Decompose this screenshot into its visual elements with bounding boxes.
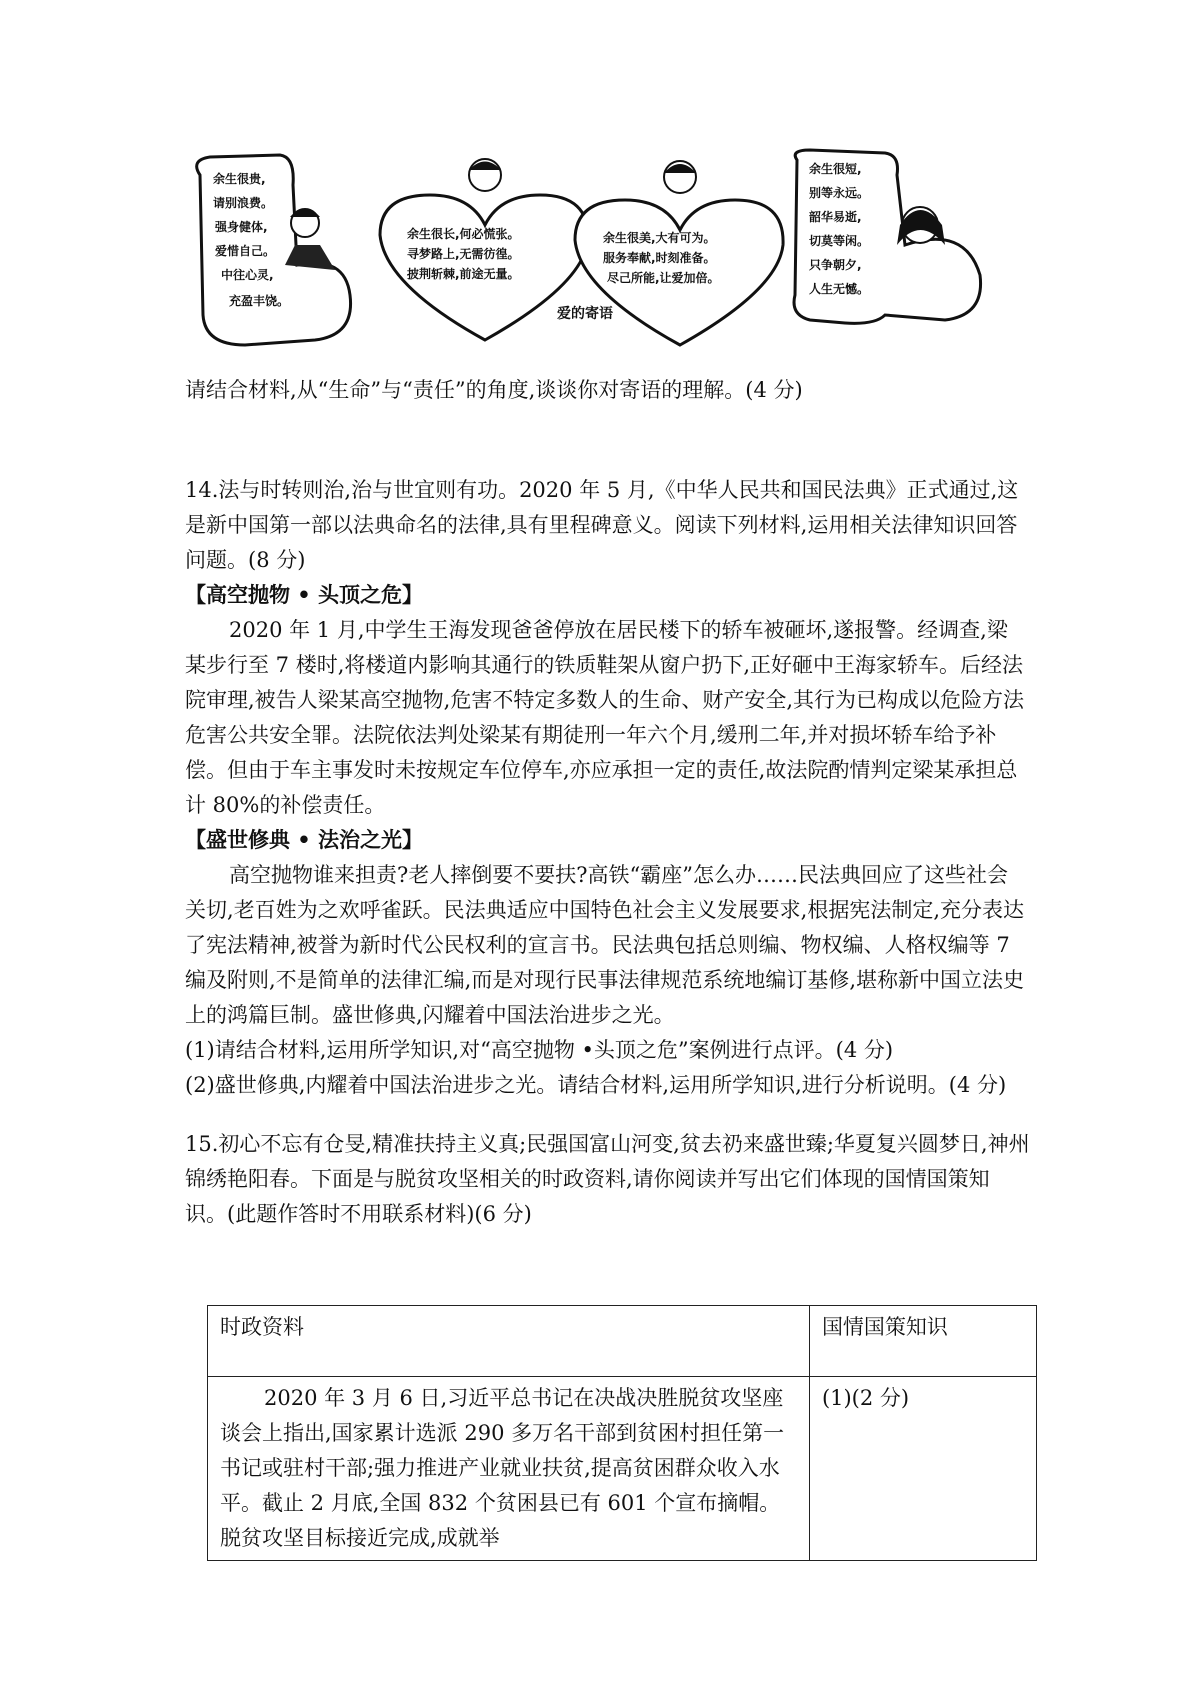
panel-4-line-6: 人生无憾。: [809, 282, 870, 296]
panel-3-line-2: 服务奉献,时刻准备。: [603, 251, 716, 265]
q14-subquestion-1: (1)请结合材料,运用所学知识,对“高空抛物 •头顶之危”案例进行点评。(4 分): [185, 1038, 894, 1062]
table-row1-left: 2020 年 3 月 6 日,习近平总书记在决战决胜脱贫攻坚座谈会上指出,国家累计选派 290 多万名干部到贫困村担任第一书记或驻村干部;强力推进产业就业扶贫,提高贫困群众收入水平。截止 2 月底,全国 832 个贫困县已有 601 个宣布摘帽。脱贫攻坚目标接近完成,成就举: [208, 1377, 810, 1561]
table-header-row: [208, 1306, 1037, 1377]
panel-1: [197, 155, 351, 345]
panel-4-line-2: 别等永远。: [809, 186, 870, 200]
panel-2-line-2: 寻梦路上,无需彷徨。: [407, 247, 520, 261]
panel-1-line-4: 爱惜自己。: [215, 244, 276, 258]
panel-4-line-1: 余生很短,: [809, 162, 862, 176]
panel-2-line-3: 披荆斩棘,前途无量。: [407, 267, 520, 281]
policy-table: [207, 1305, 1037, 1561]
panel-1-line-5: 中往心灵,: [221, 268, 274, 282]
q13-prompt: 请结合材料,从“生命”与“责任”的角度,谈谈你对寄语的理解。(4 分): [185, 378, 803, 402]
love-message-illustration: [185, 145, 1015, 365]
table-header-right: 国情国策知识: [809, 1306, 1036, 1377]
panel-3-line-3: 尽己所能,让爱加倍。: [607, 271, 720, 285]
question-15: [185, 1127, 1030, 1232]
panel-1-line-6: 充盈丰饶。: [229, 294, 290, 308]
q14-heading-2: 【盛世修典 • 法治之光】: [185, 828, 424, 852]
q14-paragraph-2: 高空抛物谁来担责?老人摔倒要不要扶?高铁“霸座”怎么办……民法典回应了这些社会关切,老百姓为之欢呼雀跃。民法典适应中国特色社会主义发展要求,根据宪法制定,充分表达了宪法精神,被誉为新时代公民权利的宣言书。民法典包括总则编、物权编、人格权编等 7 编及附则,不是简单的法律汇编,而是对现行民事法律规范系统地编订基修,堪称新中国立法史上的鸿篇巨制。盛世修典,闪耀着中国法治进步之光。: [185, 863, 1025, 1027]
panel-1-line-2: 请别浪费。: [213, 196, 274, 210]
q14-heading-1: 【高空抛物 • 头顶之危】: [185, 583, 424, 607]
panel-4-line-5: 只争朝夕,: [809, 258, 862, 272]
panel-3-line-1: 余生很美,大有可为。: [603, 231, 716, 245]
question-14: [185, 473, 1025, 1103]
table-row: [208, 1377, 1037, 1561]
panel-4-line-4: 切莫等闲。: [809, 234, 870, 248]
illustration-caption: 爱的寄语: [557, 306, 613, 322]
q14-subquestion-2: (2)盛世修典,内耀着中国法治进步之光。请结合材料,运用所学知识,进行分析说明。(4 分): [185, 1073, 1007, 1097]
table-row1-right: (1)(2 分): [809, 1377, 1036, 1561]
panel-1-line-3: 强身健体,: [215, 220, 268, 234]
q14-intro: 14.法与时转则治,治与世宜则有功。2020 年 5 月,《中华人民共和国民法典》正式通过,这是新中国第一部以法典命名的法律,具有里程碑意义。阅读下列材料,运用相关法律知识回答问题。(8 分): [185, 478, 1019, 572]
panel-1-line-1: 余生很贵,: [213, 172, 266, 186]
q14-paragraph-1: 2020 年 1 月,中学生王海发现爸爸停放在居民楼下的轿车被砸坏,遂报警。经调查,梁某步行至 7 楼时,将楼道内影响其通行的铁质鞋架从窗户扔下,正好砸中王海家轿车。后经法院审理,被告人梁某高空抛物,危害不特定多数人的生命、财产安全,其行为已构成以危险方法危害公共安全罪。法院依法判处梁某有期徒刑一年六个月,缓刑二年,并对损坏轿车给予补偿。但由于车主事发时未按规定车位停车,亦应承担一定的责任,故法院酌情判定梁某承担总计 80%的补偿责任。: [185, 618, 1025, 817]
q15-intro: 15.初心不忘有仓旻,精准扶持主义真;民强国富山河变,贫去礽来盛世臻;华夏复兴圆梦日,神州锦绣艳阳春。下面是与脱贫攻坚相关的时政资料,请你阅读并写出它们体现的国情国策知识。(此题作答时不用联系材料)(6 分): [185, 1132, 1030, 1226]
panel-4: [794, 150, 981, 323]
panel-4-line-3: 韶华易逝,: [809, 210, 862, 224]
table-header-left: 时政资料: [208, 1306, 810, 1377]
panel-2-line-1: 余生很长,何必慌张。: [407, 227, 520, 241]
